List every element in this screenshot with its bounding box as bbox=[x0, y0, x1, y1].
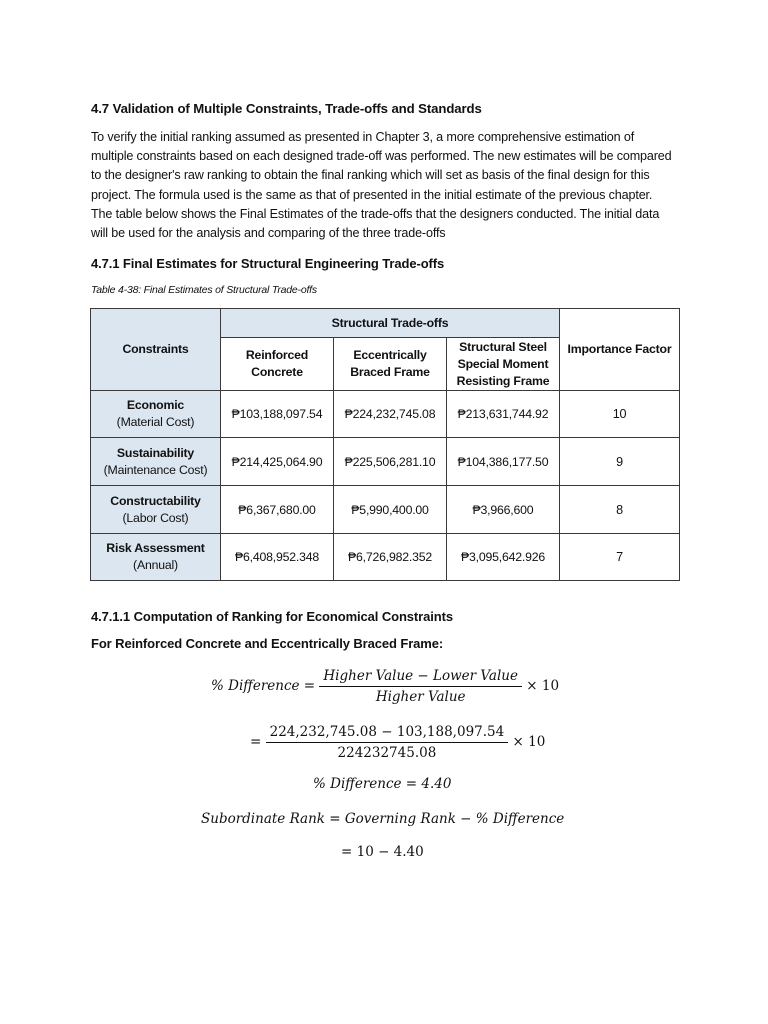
constraint-detail: (Annual) bbox=[133, 558, 178, 572]
header-constraints: Constraints bbox=[91, 309, 221, 391]
equation-percent-difference bbox=[211, 668, 559, 705]
row-label bbox=[91, 438, 221, 486]
table-row bbox=[91, 534, 680, 581]
section-heading: 4.7 Validation of Multiple Constraints, Trade-offs and Standards bbox=[91, 101, 482, 116]
constraint-detail: (Maintenance Cost) bbox=[103, 462, 208, 477]
cell-importance-factor: 8 bbox=[560, 486, 680, 534]
fraction-denominator: 224232745.08 bbox=[337, 745, 437, 761]
equation-subordinate-rank: Subordinate Rank = Governing Rank − % Difference bbox=[201, 811, 565, 827]
paragraph-line: The table below shows the Final Estimates of the trade-offs that the designers conducted. The initial data bbox=[91, 206, 660, 221]
row-label bbox=[91, 391, 221, 438]
final-estimates-table bbox=[90, 308, 680, 581]
paragraph-line: multiple constraints based on each designed trade-off was performed. The new estimates will be compared bbox=[91, 149, 672, 164]
header-importance-factor: Importance Factor bbox=[560, 309, 680, 391]
header-reinforced-concrete: Reinforced Concrete bbox=[221, 338, 334, 391]
equation-lhs: % Difference = bbox=[211, 678, 316, 694]
header-structural-trade-offs: Structural Trade-offs bbox=[221, 309, 560, 338]
equation-substitution bbox=[250, 724, 545, 761]
fraction-numerator: 224,232,745.08 − 103,188,097.54 bbox=[266, 724, 509, 743]
paragraph-line: To verify the initial ranking assumed as presented in Chapter 3, a more comprehensive estimation of bbox=[91, 130, 635, 144]
constraint-detail: (Labor Cost) bbox=[122, 510, 189, 525]
intro-paragraph bbox=[91, 128, 691, 243]
row-label bbox=[91, 486, 221, 534]
cell-eccentrically-braced-frame: ₱225,506,281.10 bbox=[334, 438, 447, 486]
equation-fraction bbox=[266, 724, 509, 761]
equation-rank-substitution: = 10 − 4.40 bbox=[341, 844, 424, 860]
fraction-denominator: Higher Value bbox=[375, 689, 466, 705]
equation-lhs: = bbox=[250, 734, 262, 750]
fraction-numerator: Higher Value − Lower Value bbox=[319, 668, 522, 687]
constraint-detail: (Material Cost) bbox=[116, 415, 195, 429]
cell-eccentrically-braced-frame: ₱224,232,745.08 bbox=[334, 391, 447, 438]
paragraph-line: to the designer's raw ranking to obtain the final ranking which will set as basis of the final design for this bbox=[91, 168, 650, 183]
cell-reinforced-concrete: ₱103,188,097.54 bbox=[221, 391, 334, 438]
cell-eccentrically-braced-frame: ₱6,726,982.352 bbox=[334, 534, 447, 581]
table-header-row bbox=[91, 309, 680, 338]
cell-structural-steel-smrf: ₱104,386,177.50 bbox=[447, 438, 560, 486]
header-structural-steel-smrf: Structural Steel Special Moment Resisting Frame bbox=[447, 338, 560, 391]
cell-reinforced-concrete: ₱6,367,680.00 bbox=[221, 486, 334, 534]
computation-heading: 4.7.1.1 Computation of Ranking for Economical Constraints bbox=[91, 609, 453, 624]
constraint-name: Economic bbox=[126, 398, 185, 412]
table-row bbox=[91, 486, 680, 534]
table-row bbox=[91, 438, 680, 486]
table-row bbox=[91, 391, 680, 438]
cell-reinforced-concrete: ₱214,425,064.90 bbox=[221, 438, 334, 486]
header-eccentrically-braced-frame: Eccentrically Braced Frame bbox=[334, 338, 447, 391]
cell-structural-steel-smrf: ₱3,095,642.926 bbox=[447, 534, 560, 581]
table-caption: Table 4-38: Final Estimates of Structural Trade-offs bbox=[91, 284, 317, 296]
computation-subject: For Reinforced Concrete and Eccentrically Braced Frame: bbox=[91, 636, 444, 651]
cell-importance-factor: 7 bbox=[560, 534, 680, 581]
equation-multiplier: × 10 bbox=[512, 734, 546, 750]
cell-structural-steel-smrf: ₱213,631,744.92 bbox=[447, 391, 560, 438]
cell-eccentrically-braced-frame: ₱5,990,400.00 bbox=[334, 486, 447, 534]
equation-multiplier: × 10 bbox=[526, 678, 560, 694]
paragraph-line: project. The formula used is the same as that of presented in the initial estimate of the previous chapter. bbox=[91, 187, 653, 202]
constraint-name: Sustainability bbox=[116, 445, 195, 460]
row-label bbox=[91, 534, 221, 581]
paragraph-line: will be used for the analysis and comparing of the three trade-offs bbox=[91, 226, 446, 241]
cell-importance-factor: 10 bbox=[560, 391, 680, 438]
subsection-heading: 4.7.1 Final Estimates for Structural Engineering Trade-offs bbox=[91, 256, 445, 271]
cell-structural-steel-smrf: ₱3,966,600 bbox=[447, 486, 560, 534]
cell-importance-factor: 9 bbox=[560, 438, 680, 486]
equation-result: % Difference = 4.40 bbox=[313, 776, 452, 792]
constraint-name: Constructability bbox=[110, 493, 201, 508]
cell-reinforced-concrete: ₱6,408,952.348 bbox=[221, 534, 334, 581]
constraint-name: Risk Assessment bbox=[106, 541, 205, 555]
equation-fraction bbox=[319, 668, 522, 705]
